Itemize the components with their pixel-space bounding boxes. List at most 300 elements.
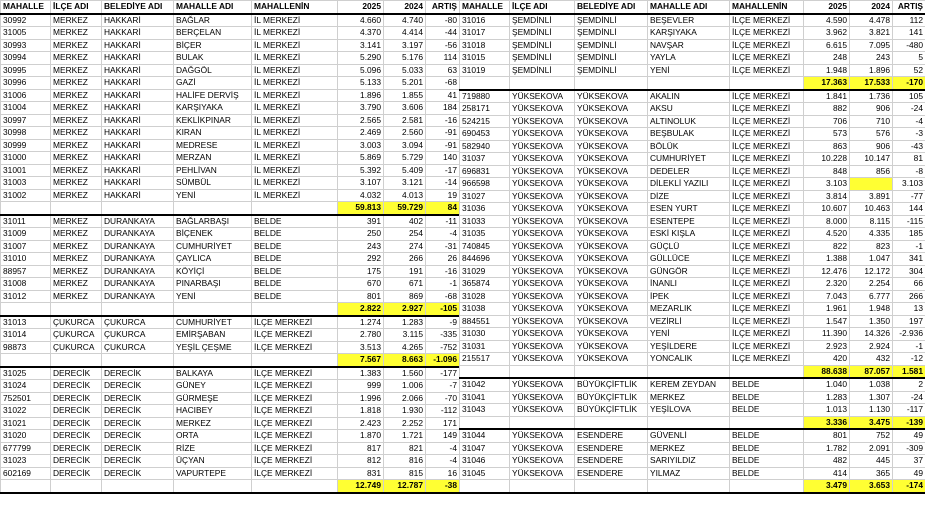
table-cell: ORTA [174,430,252,443]
table-cell: -70 [426,392,460,405]
table-cell: İL MERKEZİ [252,52,338,65]
table-cell: 12.476 [804,265,850,278]
table-cell: CUMHURİYET [174,316,252,329]
table-cell: 5.201 [384,77,426,90]
table-cell: 2.066 [384,392,426,405]
table-cell: PINARBAŞI [174,278,252,291]
column-header: İLÇE ADI [510,1,575,14]
table-cell: 573 [804,128,850,141]
table-cell: İLÇE MERKEZİ [730,240,804,253]
table-cell: 31031 [460,340,510,353]
table-cell: İL MERKEZİ [252,14,338,27]
table-cell: NAVŞAR [648,39,730,52]
table-cell: MERKEZ [51,215,102,228]
table-cell: CUMHURİYET [648,153,730,166]
table-cell: DERECİK [51,442,102,455]
table-cell: -11 [426,215,460,228]
table-cell: 144 [893,203,925,216]
table-cell: GÜRMEŞE [174,392,252,405]
table-row [1,253,460,266]
table-cell: 856 [850,165,893,178]
table-cell: YÜKSEKOVA [575,103,648,116]
table-cell: DERECİK [51,430,102,443]
table-cell: 414 [804,467,850,480]
table-cell: 31043 [460,404,510,417]
table-cell: ALTINOLUK [648,115,730,128]
table-cell: 31046 [460,455,510,468]
table-cell: -16 [426,265,460,278]
table-cell: AKSU [648,103,730,116]
table-cell: 292 [338,253,384,266]
table-cell: 831 [338,467,384,480]
table-row [1,380,460,393]
table-cell: YÜKSEKOVA [575,178,648,191]
table-cell: -56 [426,39,460,52]
table-row [1,430,460,443]
table-cell: 719880 [460,90,510,103]
table-cell: İLÇE MERKEZİ [730,315,804,328]
subtotal-cell: 87.057 [850,365,893,378]
table-cell: KEREM ZEYDAN [648,378,730,391]
subtotal-cell: -105 [426,303,460,316]
table-cell: 31037 [460,153,510,166]
table-row [460,391,925,404]
table-cell: BAĞLARBAŞI [174,215,252,228]
table-cell: MERKEZ [51,52,102,65]
table-cell: YÜKSEKOVA [575,253,648,266]
table-cell: HACIBEY [174,405,252,418]
column-header: İLÇE ADI [51,1,102,14]
table-row [460,190,925,203]
table-cell: BELDE [252,240,338,253]
table-cell: İL MERKEZİ [252,102,338,115]
subtotal-cell: -1.096 [426,354,460,367]
table-row [1,152,460,165]
table-cell: -12 [893,353,925,366]
table-cell: ESENDERE [575,442,648,455]
table-cell: YÜKSEKOVA [575,265,648,278]
table-cell: GAZİ [174,77,252,90]
table-cell: 884551 [460,315,510,328]
subtotal-cell [648,365,730,378]
table-cell: 31003 [1,177,51,190]
table-cell: 1.948 [804,64,850,77]
table-cell: 30994 [1,52,51,65]
table-cell: ŞEMDİNLİ [510,27,575,40]
table-cell: GÜNGÖR [648,265,730,278]
table-cell: ŞEMDİNLİ [510,52,575,65]
table-cell: YÜKSEKOVA [575,153,648,166]
subtotal-cell [648,480,730,493]
table-cell: SARIYILDIZ [648,455,730,468]
table-cell: YÜKSEKOVA [575,128,648,141]
table-cell: BÜYÜKÇİFTLİK [575,391,648,404]
column-header: MAHALLE ADI [174,1,252,14]
table-row [460,90,925,103]
table-cell: DİLEKLİ YAZILI [648,178,730,191]
table-cell: 254 [384,228,426,241]
table-row [460,404,925,417]
table-row [460,14,925,27]
subtotal-cell [510,416,575,429]
table-row [460,290,925,303]
table-cell: -4 [426,455,460,468]
table-cell: HAKKARİ [102,114,174,127]
table-cell: 3.513 [338,341,384,354]
table-cell: 1.930 [384,405,426,418]
header-row [460,1,925,14]
table-cell: 184 [426,102,460,115]
table-cell: 3.141 [338,39,384,52]
table-cell: YÜKSEKOVA [510,404,575,417]
table-cell: DURANKAYA [102,278,174,291]
table-cell: 2.923 [804,340,850,353]
table-cell: -1 [893,340,925,353]
table-cell: AKALIN [648,90,730,103]
subtotal-cell: -139 [893,416,925,429]
table-cell: 31012 [1,290,51,303]
column-header: MAHALLE [460,1,510,14]
table-cell: 2.565 [338,114,384,127]
table-cell: 243 [850,52,893,65]
table-row [1,77,460,90]
table-row [1,27,460,40]
table-cell: 31020 [1,430,51,443]
table-cell: BÜYÜKÇİFTLİK [575,378,648,391]
column-header: MAHALLENİN [252,1,338,14]
table-cell: DERECİK [102,430,174,443]
table-cell: 266 [384,253,426,266]
table-cell: 30993 [1,39,51,52]
subtotal-cell [730,365,804,378]
table-cell: 30998 [1,127,51,140]
subtotal-cell: 1.581 [893,365,925,378]
table-row [460,303,925,316]
column-header: BELEDİYE ADI [575,1,648,14]
table-cell: BELDE [730,467,804,480]
table-cell: BAĞLAR [174,14,252,27]
table-cell: 5.729 [384,152,426,165]
table-cell: -112 [426,405,460,418]
table-cell: 1.896 [850,64,893,77]
table-cell: YEŞİLDERE [648,340,730,353]
table-cell: GÜLLÜCE [648,253,730,266]
table-cell: -4 [893,115,925,128]
table-cell: -68 [426,290,460,303]
table-row [460,39,925,52]
table-cell: 49 [893,467,925,480]
table-cell: 1.307 [850,391,893,404]
table-cell: YÜKSEKOVA [575,328,648,341]
table-cell: -8 [893,165,925,178]
table-cell: İLÇE MERKEZİ [730,353,804,366]
subtotal-cell: 3.336 [804,416,850,429]
table-cell: YÜKSEKOVA [510,290,575,303]
table-cell: -44 [426,27,460,40]
table-cell: 365 [850,467,893,480]
table-cell: BELDE [730,429,804,442]
table-cell: 66 [893,278,925,291]
table-cell: YÜKSEKOVA [510,429,575,442]
table-row [460,265,925,278]
table-cell: YÜKSEKOVA [510,340,575,353]
table-row [1,14,460,27]
table-cell: 81 [893,153,925,166]
table-cell: İLÇE MERKEZİ [252,430,338,443]
table-cell: 4.414 [384,27,426,40]
table-cell: İLÇE MERKEZİ [252,455,338,468]
table-cell: DERECİK [51,455,102,468]
table-cell: 31014 [1,329,51,342]
table-cell: 999 [338,380,384,393]
table-cell: YILMAZ [648,467,730,480]
subtotal-cell [1,202,51,215]
table-cell: 31036 [460,203,510,216]
table-cell: MERKEZ [51,177,102,190]
table-cell: BİÇER [174,39,252,52]
subtotal-cell [102,202,174,215]
table-cell: MERKEZ [648,391,730,404]
table-cell: -7 [426,380,460,393]
table-cell: DERECİK [102,392,174,405]
table-cell: MERKEZ [51,278,102,291]
table-cell: İLÇE MERKEZİ [730,27,804,40]
table-row [1,177,460,190]
table-cell: YEŞİLOVA [648,404,730,417]
table-cell: YÜKSEKOVA [575,340,648,353]
table-cell: YÜKSEKOVA [575,203,648,216]
table-cell: 2.254 [850,278,893,291]
table-cell: 31000 [1,152,51,165]
table-cell: BELDE [252,278,338,291]
table-cell: MERKEZ [51,39,102,52]
table-cell: 966598 [460,178,510,191]
table-cell: YÜKSEKOVA [575,240,648,253]
table-row [460,455,925,468]
table-cell: 26 [426,253,460,266]
table-cell: -24 [893,103,925,116]
table-cell: 31035 [460,228,510,241]
table-cell: BELDE [730,378,804,391]
table-cell: PEHLİVAN [174,164,252,177]
table-cell: 1.721 [384,430,426,443]
table-cell: BELDE [252,253,338,266]
table-cell: YÜKSEKOVA [510,165,575,178]
table-cell: 1.388 [804,253,850,266]
table-row [460,315,925,328]
table-cell: 6.777 [850,290,893,303]
table-cell: 2.780 [338,329,384,342]
table-row [460,340,925,353]
subtotal-cell [730,77,804,90]
table-cell: 140 [426,152,460,165]
subtotal-cell: 59.729 [384,202,426,215]
table-cell: 822 [804,240,850,253]
subtotal-cell: -174 [893,480,925,493]
subtotal-cell: -38 [426,480,460,493]
table-cell: YÜKSEKOVA [510,153,575,166]
table-cell: YÜKSEKOVA [575,140,648,153]
table-cell: 3.115 [384,329,426,342]
table-cell: YENİ [174,290,252,303]
table-cell: 248 [804,52,850,65]
table-cell: KIRAN [174,127,252,140]
table-cell: 740845 [460,240,510,253]
table-cell: 63 [426,64,460,77]
table-cell: 365874 [460,278,510,291]
table-cell: 670 [338,278,384,291]
table-cell: 31022 [1,405,51,418]
table-cell: 5.409 [384,164,426,177]
table-cell: 31004 [1,102,51,115]
table-cell: 4.478 [850,14,893,27]
table-cell: HAKKARİ [102,164,174,177]
table-cell: DERECİK [51,367,102,380]
table-row [460,378,925,391]
table-cell: 191 [384,265,426,278]
table-cell: ŞEMDİNLİ [510,39,575,52]
table-cell: 30995 [1,64,51,77]
table-cell: 752501 [1,392,51,405]
table-cell: 215517 [460,353,510,366]
table-cell: 906 [850,140,893,153]
table-cell: İLÇE MERKEZİ [252,392,338,405]
table-cell: RİZE [174,442,252,455]
table-row [1,341,460,354]
subtotal-cell: 3.653 [850,480,893,493]
table-cell: HAKKARİ [102,102,174,115]
table-cell: 10.463 [850,203,893,216]
table-cell: 10.147 [850,153,893,166]
table-cell: İLÇE MERKEZİ [730,303,804,316]
table-row [1,240,460,253]
subtotal-cell [460,365,510,378]
subtotal-row [460,77,925,90]
table-cell: DEDELER [648,165,730,178]
table-cell: 696831 [460,165,510,178]
table-cell: MERKEZ [51,127,102,140]
table-cell: 1.274 [338,316,384,329]
table-row [460,215,925,228]
table-row [1,102,460,115]
table-cell: İLÇE MERKEZİ [730,340,804,353]
table-cell: 30996 [1,77,51,90]
table-cell: 1.896 [338,89,384,102]
table-cell: YÜKSEKOVA [575,190,648,203]
table-cell: BELDE [252,215,338,228]
table-cell: 31005 [1,27,51,40]
table-cell: İLÇE MERKEZİ [730,215,804,228]
table-row [460,328,925,341]
table-cell [850,178,893,191]
table-cell: 1.855 [384,89,426,102]
table-cell: DURANKAYA [102,265,174,278]
table-cell: ESEN YURT [648,203,730,216]
table-cell: MERKEZ [51,89,102,102]
table-cell: ESKİ KIŞLA [648,228,730,241]
table-cell: 5.133 [338,77,384,90]
table-cell: 4.520 [804,228,850,241]
table-cell: ÇUKURCA [102,329,174,342]
table-cell: YÜKSEKOVA [510,315,575,328]
table-row [460,64,925,77]
table-cell: YÜKSEKOVA [510,455,575,468]
table-cell: YÜKSEKOVA [510,140,575,153]
table-cell: İLÇE MERKEZİ [252,341,338,354]
table-cell: 114 [426,52,460,65]
table-cell: 31002 [1,189,51,202]
table-cell: 31047 [460,442,510,455]
table-cell: İLÇE MERKEZİ [730,190,804,203]
table-cell: 1.130 [850,404,893,417]
table-row [460,353,925,366]
table-cell: HAKKARİ [102,77,174,90]
table-cell: -177 [426,367,460,380]
table-cell: YÜKSEKOVA [510,353,575,366]
table-cell: HALİFE DERVİŞ [174,89,252,102]
table-row [1,64,460,77]
table-cell: MERKEZ [51,77,102,90]
table-cell: -91 [426,139,460,152]
table-cell: İL MERKEZİ [252,39,338,52]
table-cell: EMİRŞABAN [174,329,252,342]
table-cell: 5.392 [338,164,384,177]
table-cell: YÜKSEKOVA [510,378,575,391]
table-cell: 602169 [1,467,51,480]
table-row [460,115,925,128]
table-cell: İL MERKEZİ [252,127,338,140]
table-cell: YÜKSEKOVA [510,115,575,128]
table-cell: 31038 [460,303,510,316]
table-cell: 243 [338,240,384,253]
table-cell: DERECİK [102,367,174,380]
subtotal-cell [510,480,575,493]
table-cell: 171 [426,417,460,430]
table-cell: MERKEZ [51,240,102,253]
table-cell: YÜKSEKOVA [510,240,575,253]
table-cell: 1.006 [384,380,426,393]
table-cell: DERECİK [51,417,102,430]
table-row [1,215,460,228]
table-cell: MERKEZ [648,442,730,455]
table-cell: 4.660 [338,14,384,27]
subtotal-row [1,354,460,367]
table-cell: 30999 [1,139,51,152]
table-cell: 31044 [460,429,510,442]
table-cell: 12.172 [850,265,893,278]
table-cell: İLÇE MERKEZİ [730,90,804,103]
table-cell: 8.115 [850,215,893,228]
right-population-table [459,0,925,494]
table-cell: 341 [893,253,925,266]
table-cell: CUMHURİYET [174,240,252,253]
table-cell: YÜKSEKOVA [575,90,648,103]
table-cell: BELDE [730,442,804,455]
table-cell: -4 [426,442,460,455]
table-cell: İL MERKEZİ [252,114,338,127]
table-cell: İL MERKEZİ [252,27,338,40]
column-header: MAHALLE [1,1,51,14]
table-cell: DURANKAYA [102,290,174,303]
table-cell: YENİ [648,64,730,77]
table-cell: BALKAYA [174,367,252,380]
table-cell: İLÇE MERKEZİ [252,417,338,430]
table-cell: 1.782 [804,442,850,455]
table-row [1,89,460,102]
table-cell: YÜKSEKOVA [510,328,575,341]
table-cell: 1.841 [804,90,850,103]
table-cell: İL MERKEZİ [252,77,338,90]
